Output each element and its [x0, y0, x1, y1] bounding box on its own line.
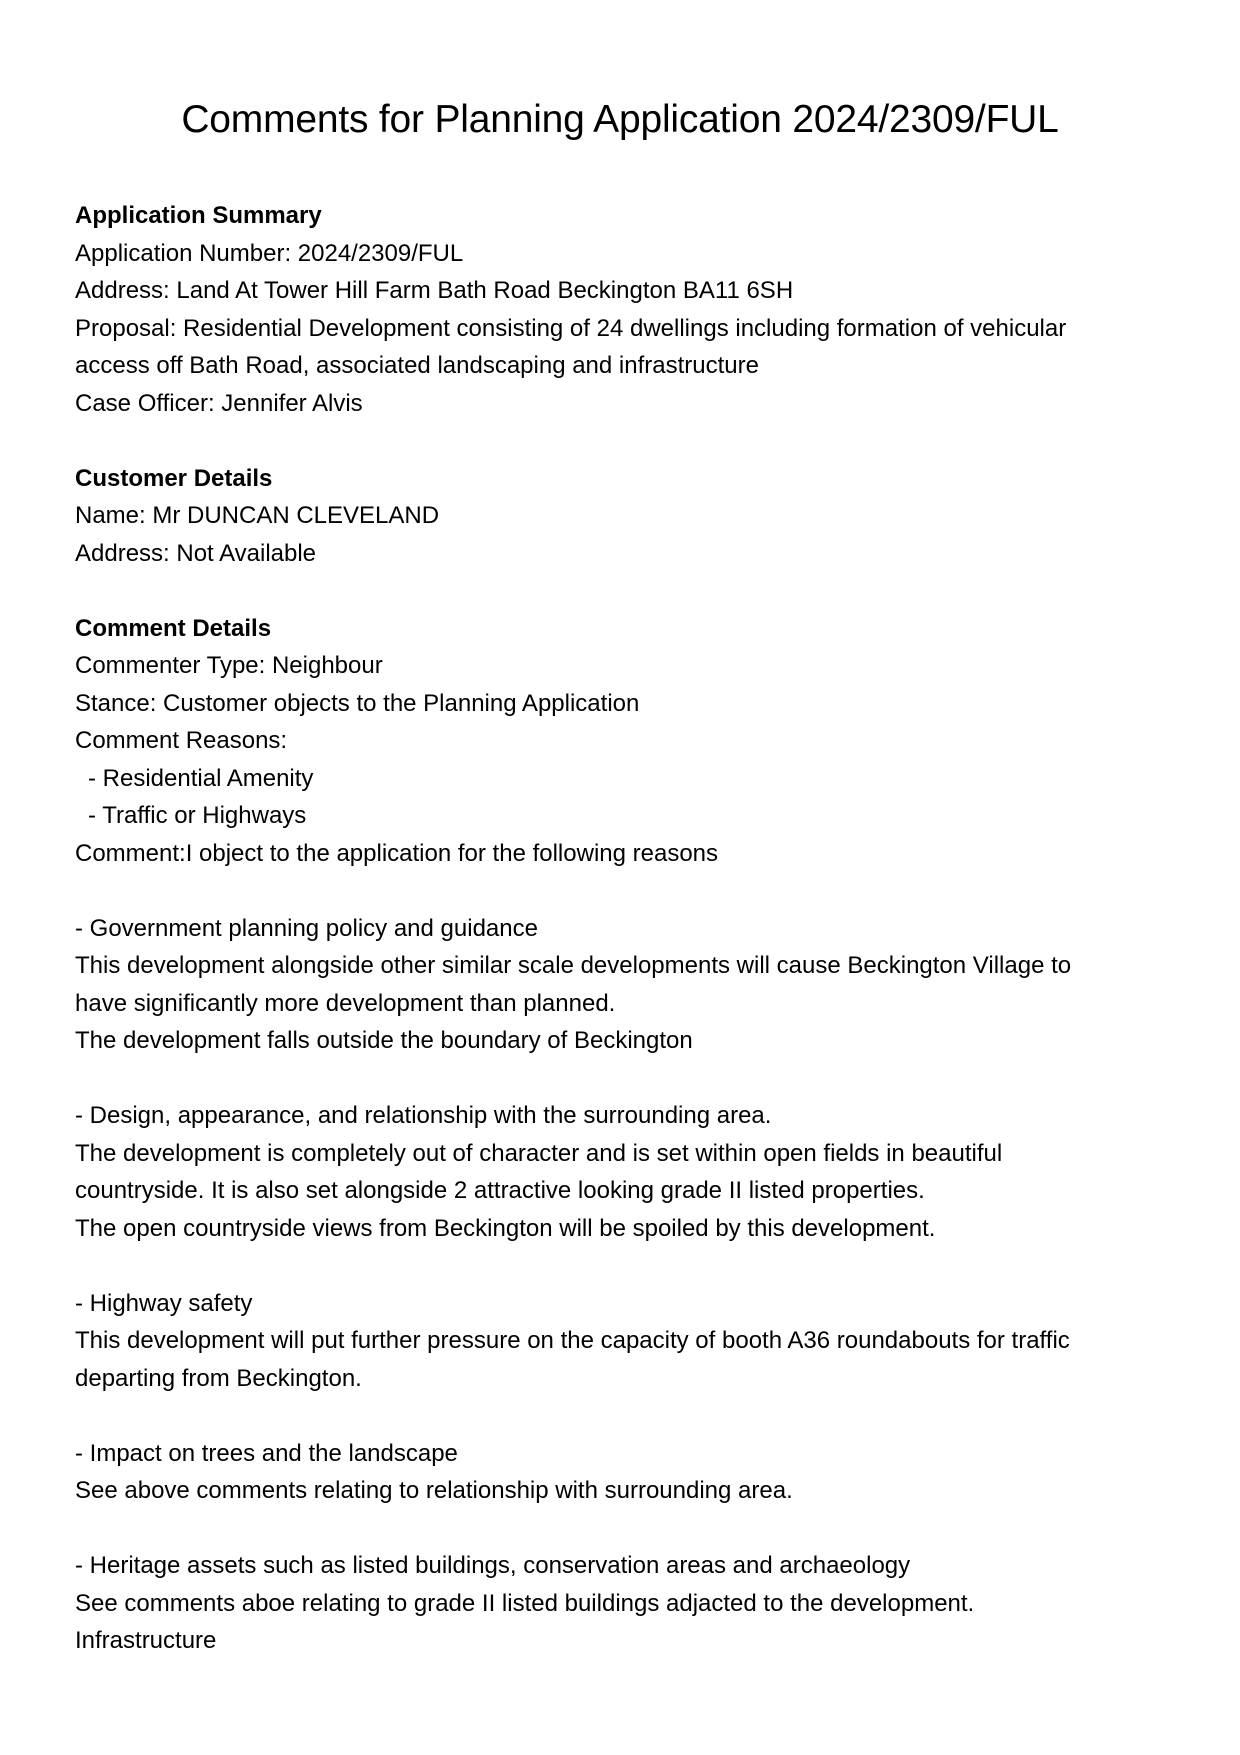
comment-text-line: This development will put further pressure on the capacity of booth A36 roundabouts for traffic — [75, 1327, 1070, 1354]
comment-text-line: See above comments relating to relationship with surrounding area. — [75, 1477, 793, 1504]
application-proposal-line-2: access off Bath Road, associated landscaping and infrastructure — [75, 352, 759, 379]
customer-name: Name: Mr DUNCAN CLEVELAND — [75, 502, 440, 529]
application-summary-section — [75, 197, 1165, 422]
comment-text-line: The development is completely out of character and is set within open fields in beautiful — [75, 1139, 1003, 1167]
spacer — [75, 1510, 1165, 1548]
comment-details-section — [75, 610, 1165, 1660]
application-address: Address: Land At Tower Hill Farm Bath Road Beckington BA11 6SH — [75, 277, 794, 304]
spacer — [75, 572, 1165, 610]
comment-text-line: This development alongside other similar scale developments will cause Beckington Village to — [75, 952, 1072, 979]
customer-address: Address: Not Available — [75, 539, 317, 567]
spacer — [75, 872, 1165, 910]
comment-text-line: Infrastructure — [75, 1627, 217, 1654]
comment-text-line: The development falls outside the boundary of Beckington — [75, 1027, 693, 1054]
commenter-type: Commenter Type: Neighbour — [75, 652, 383, 679]
comment-section-heading: - Impact on trees and the landscape — [75, 1439, 458, 1467]
comment-reason-item: - Residential Amenity — [88, 764, 314, 792]
application-summary-heading: Application Summary — [75, 202, 322, 229]
comment-section-heading: - Heritage assets such as listed buildings, conservation areas and archaeology — [75, 1552, 911, 1579]
spacer — [75, 1060, 1165, 1098]
application-number: Application Number: 2024/2309/FUL — [75, 239, 464, 267]
comment-section-heritage — [75, 1547, 1165, 1660]
comment-section-policy — [75, 910, 1165, 1060]
spacer — [75, 1397, 1165, 1435]
customer-details-section — [75, 460, 1165, 573]
comment-text-line: countryside. It is also set alongside 2 attractive looking grade II listed properties. — [75, 1177, 925, 1204]
comment-section-trees — [75, 1435, 1165, 1510]
case-officer: Case Officer: Jennifer Alvis — [75, 389, 363, 417]
stance: Stance: Customer objects to the Planning Application — [75, 689, 640, 717]
comment-section-design — [75, 1097, 1165, 1247]
application-proposal-line-1: Proposal: Residential Development consisting of 24 dwellings including formation of vehicular — [75, 314, 1067, 342]
comment-text-line: departing from Beckington. — [75, 1364, 362, 1392]
comment-intro: Comment:I object to the application for the following reasons — [75, 839, 719, 867]
page-title: Comments for Planning Application 2024/2309/FUL — [181, 98, 1059, 141]
customer-details-heading: Customer Details — [75, 464, 273, 492]
document-body — [75, 197, 1165, 1660]
comment-section-heading: - Government planning policy and guidance — [75, 914, 538, 942]
comment-section-heading: - Highway safety — [75, 1289, 253, 1317]
comment-text-line: See comments aboe relating to grade II listed buildings adjacted to the development. — [75, 1589, 975, 1617]
spacer — [75, 422, 1165, 460]
comment-reasons-label: Comment Reasons: — [75, 727, 288, 754]
comment-text-line: have significantly more development than planned. — [75, 989, 616, 1017]
comment-reason-item: - Traffic or Highways — [88, 802, 307, 829]
comment-details-heading: Comment Details — [75, 614, 272, 642]
spacer — [75, 1247, 1165, 1285]
comment-section-highway — [75, 1285, 1165, 1398]
comment-section-heading: - Design, appearance, and relationship with the surrounding area. — [75, 1102, 772, 1129]
comment-text-line: The open countryside views from Beckington will be spoiled by this development. — [75, 1214, 936, 1242]
